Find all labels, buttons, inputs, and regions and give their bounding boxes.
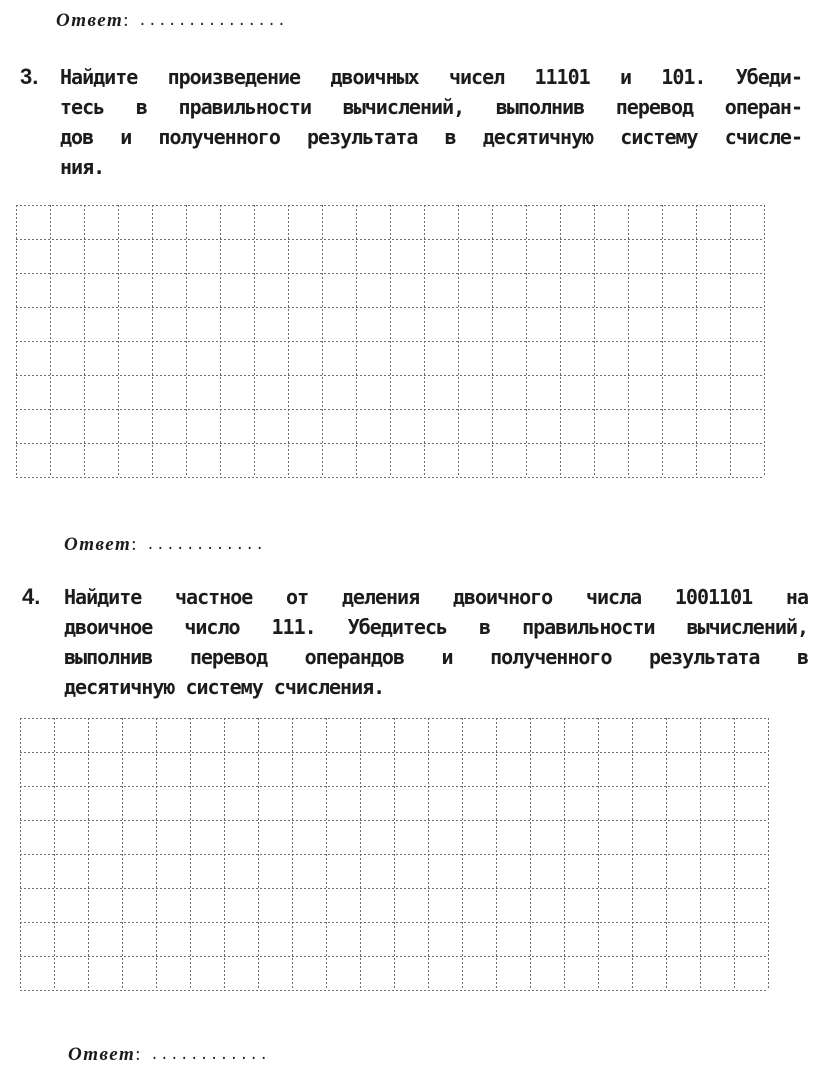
answer-line-top xyxy=(56,10,287,32)
task-line: двоичное число 111. Убедитесь в правильности вычислений, xyxy=(64,615,808,639)
task-text xyxy=(60,62,802,182)
work-grid-task-3[interactable] xyxy=(16,205,792,507)
task-line: выполнив перевод операндов и полученного результата в xyxy=(64,645,808,669)
task-number: 3. xyxy=(20,64,39,89)
task-number: 4. xyxy=(22,584,41,609)
grid-lines xyxy=(20,718,798,1020)
answer-label: Ответ xyxy=(64,534,132,555)
answer-colon: : xyxy=(135,1044,141,1065)
answer-line-task-3 xyxy=(64,534,265,556)
task-line: ния. xyxy=(60,155,105,179)
task-line: дов и полученного результата в десятичную систему счисле- xyxy=(60,125,802,149)
task-line: Найдите частное от деления двоичного числа 1001101 на xyxy=(64,585,808,609)
answer-colon: : xyxy=(123,10,129,31)
answer-blank[interactable]: ............ xyxy=(150,1047,270,1063)
task-line: тесь в правильности вычислений, выполнив перевод операн- xyxy=(60,95,802,119)
task-line: десятичную систему счисления. xyxy=(64,675,385,699)
grid-lines xyxy=(16,205,792,507)
answer-blank[interactable]: ............... xyxy=(138,13,288,29)
task-3 xyxy=(20,62,800,182)
answer-label: Ответ xyxy=(56,10,124,31)
task-4 xyxy=(22,582,806,702)
answer-label: Ответ xyxy=(68,1044,136,1065)
answer-blank[interactable]: ............ xyxy=(146,537,266,553)
answer-colon: : xyxy=(131,534,137,555)
task-line: Найдите произведение двоичных чисел 11101 и 101. Убеди- xyxy=(60,65,802,89)
work-grid-task-4[interactable] xyxy=(20,718,798,1020)
task-text xyxy=(64,582,808,702)
answer-line-task-4 xyxy=(68,1044,269,1066)
